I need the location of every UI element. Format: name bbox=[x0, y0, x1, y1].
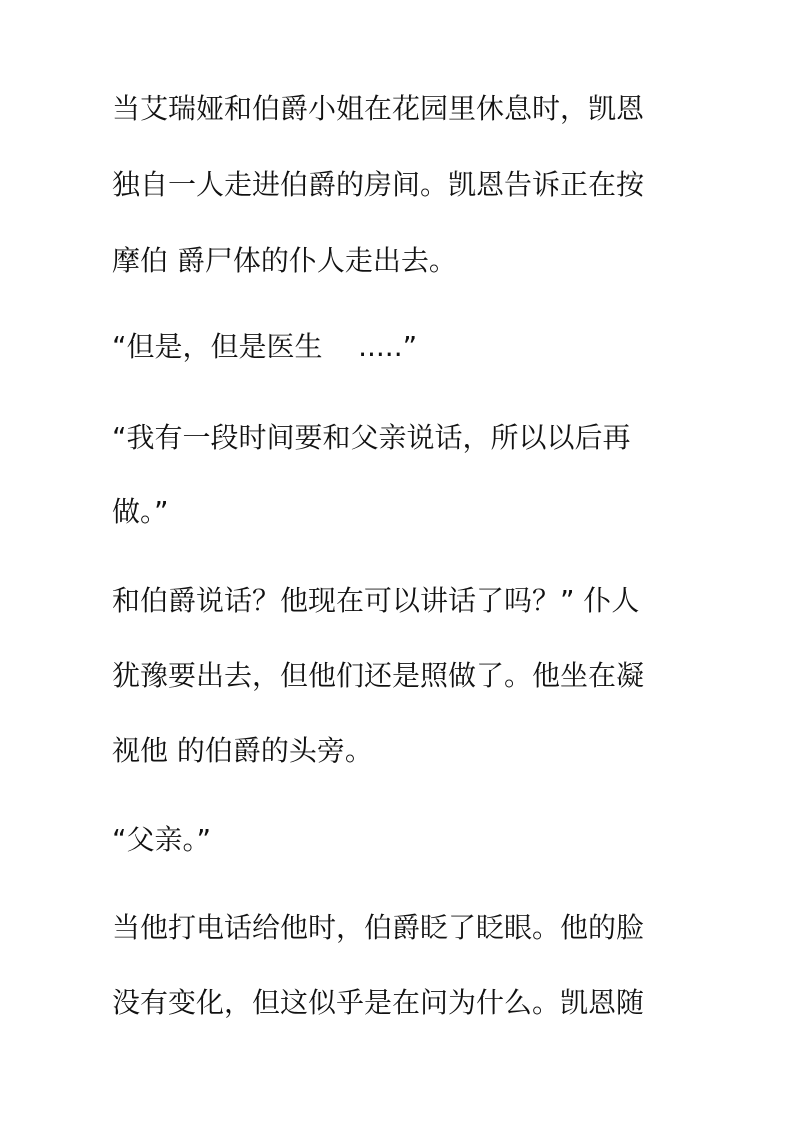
dialogue-line-1: “但是，但是医生 .....” bbox=[112, 330, 418, 363]
text-line-2: 独自一人走进伯爵的房间。凯恩告诉正在按 bbox=[112, 168, 645, 201]
dialogue-line-4: “父亲。” bbox=[112, 823, 212, 856]
dialogue-line-3: 做。” bbox=[112, 495, 169, 528]
text-line-7: 当他打电话给他时，伯爵眨了眨眼。他的脸 bbox=[112, 911, 645, 944]
text-line-1: 当艾瑞娅和伯爵小姐在花园里休息时，凯恩 bbox=[112, 92, 645, 125]
text-line-4: 和伯爵说话？他现在可以讲话了吗？” 仆人 bbox=[112, 584, 640, 617]
text-line-5: 犹豫要出去，但他们还是照做了。他坐在凝 bbox=[112, 659, 645, 692]
text-line-8: 没有变化，但这似乎是在问为什么。凯恩随 bbox=[112, 986, 645, 1019]
dialogue-line-2: “我有一段时间要和父亲说话，所以以后再 bbox=[112, 421, 631, 454]
text-line-6: 视他 的伯爵的头旁。 bbox=[112, 734, 373, 767]
text-line-3: 摩伯 爵尸体的仆人走出去。 bbox=[112, 244, 457, 277]
